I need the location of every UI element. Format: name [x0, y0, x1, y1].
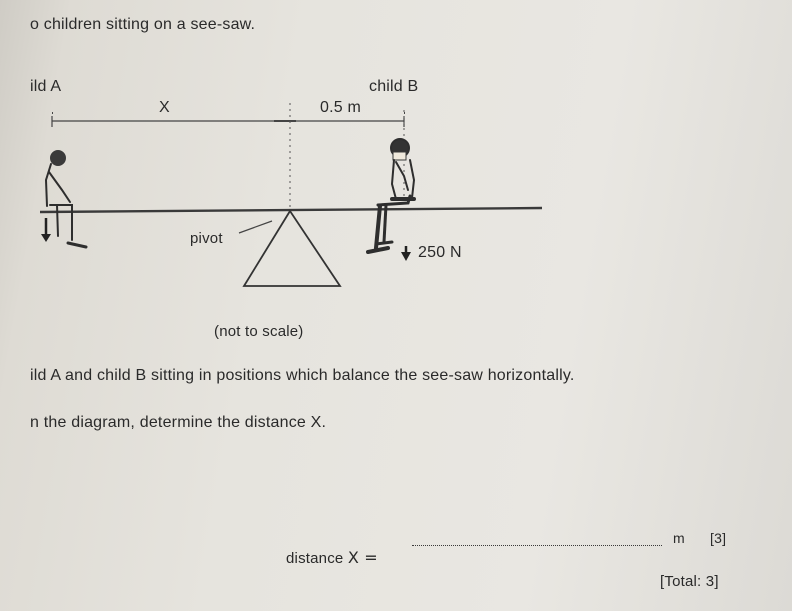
- child-a-force-arrow: [41, 218, 51, 242]
- question-statement: ild A and child B sitting in positions which balance the see-saw horizontally.: [30, 367, 575, 384]
- dimension-ticks: [52, 112, 405, 114]
- answer-unit: m: [673, 530, 685, 546]
- pivot-triangle: [244, 211, 340, 286]
- distance-b-label: 0.5 m: [320, 99, 362, 116]
- child-b-force-arrow: [401, 246, 411, 261]
- child-b-label: child B: [369, 78, 419, 95]
- pivot-label: pivot: [190, 230, 223, 247]
- child-b-figure: [368, 139, 414, 252]
- child-a-label: ild A: [30, 78, 62, 95]
- distance-x-label: X: [159, 99, 170, 116]
- question-intro: o children sitting on a see-saw.: [30, 16, 256, 33]
- answer-marks: [3]: [710, 530, 727, 546]
- total-marks: [Total: 3]: [660, 573, 719, 590]
- answer-label: distance: [286, 550, 344, 567]
- diagram-caption: (not to scale): [214, 323, 304, 340]
- question-task: n the diagram, determine the distance X.: [30, 414, 327, 431]
- force-label: 250 N: [418, 244, 462, 261]
- pivot-pointer: [239, 221, 272, 233]
- dimension-line: [52, 116, 404, 127]
- child-a-figure: [46, 151, 86, 247]
- answer-variable: X =: [347, 548, 378, 567]
